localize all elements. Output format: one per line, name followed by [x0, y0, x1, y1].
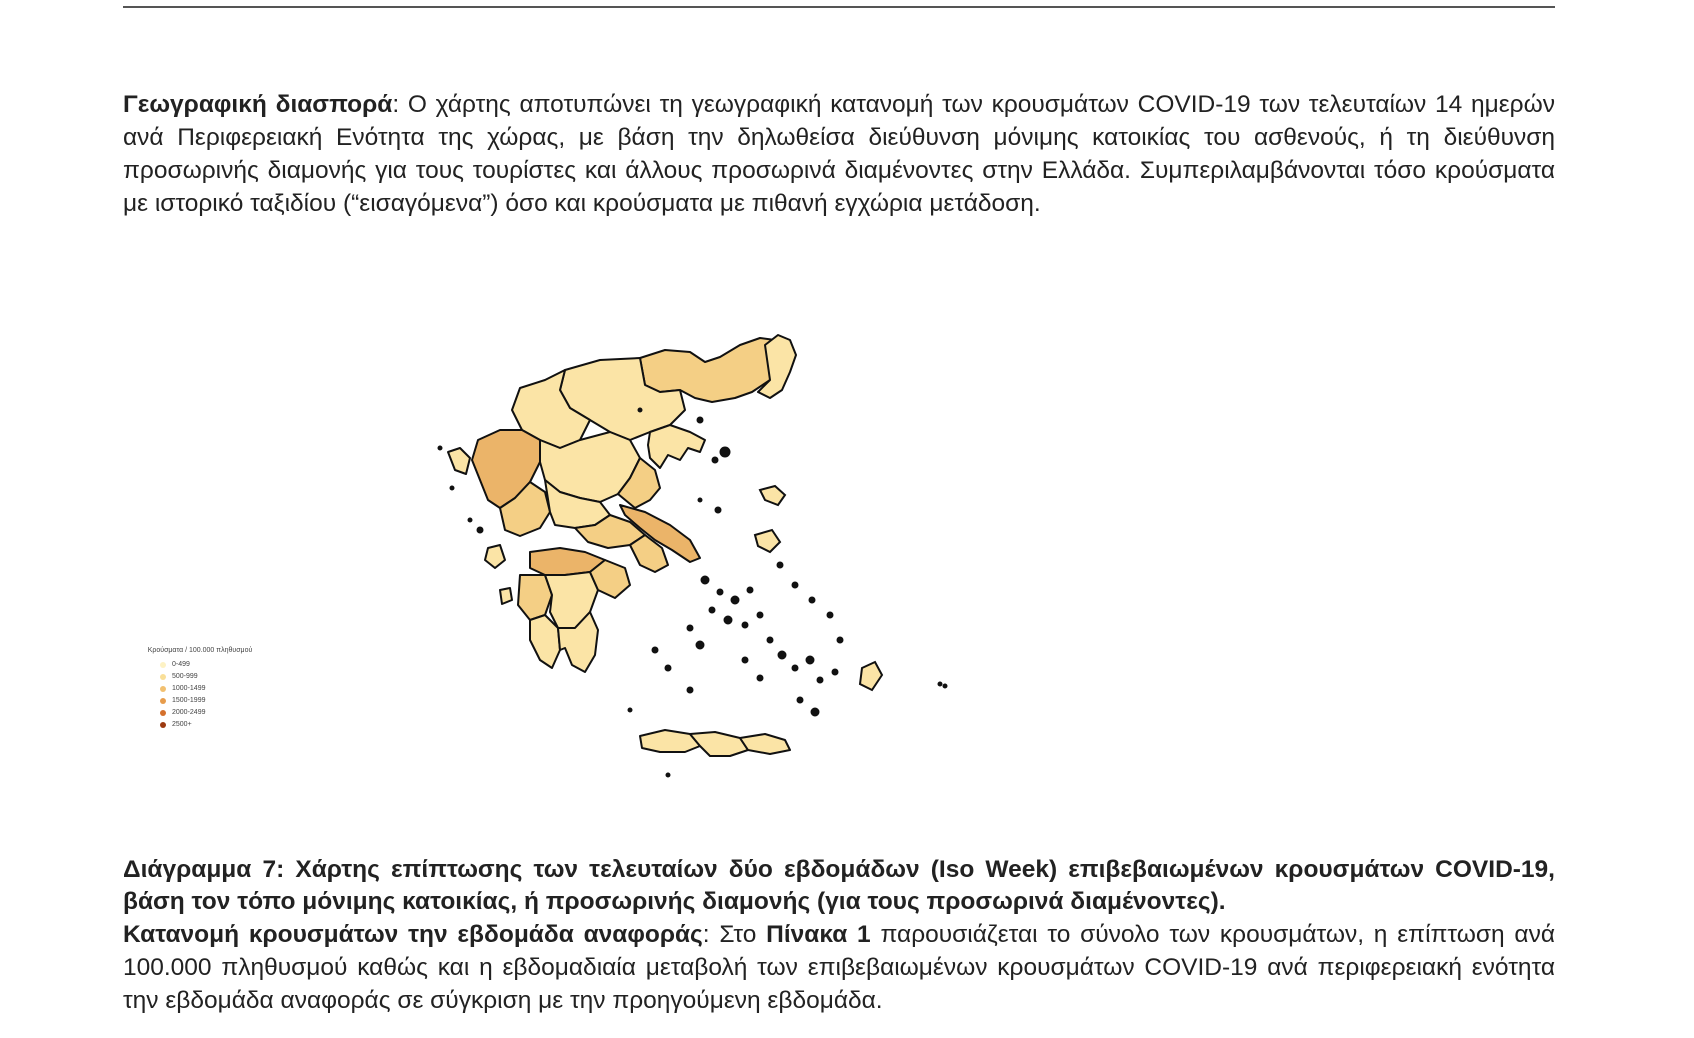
weekly-distribution-connector: : Στο [702, 921, 767, 948]
legend-item [140, 707, 260, 719]
region-argolida [590, 560, 630, 598]
region-messinia [530, 615, 560, 668]
top-rule [123, 6, 1555, 8]
map-legend [140, 646, 260, 731]
region-chalkidiki [648, 425, 705, 468]
region-magnesia [618, 458, 660, 508]
weekly-distribution-heading: Κατανομή κρουσμάτων την εβδομάδα αναφοράς [123, 921, 703, 948]
geographic-spread-heading: Γεωγραφική διασπορά [123, 91, 393, 118]
legend-item [140, 659, 260, 671]
region-laconia [558, 612, 598, 672]
legend-label: 2500+ [172, 721, 192, 728]
legend-label: 1500-1999 [172, 697, 206, 704]
figure-caption: Διάγραμμα 7: Χάρτης επίπτωσης των τελευταίων δύο εβδομάδων (Iso Week) επιβεβαιωμένων κρουσμάτων COVID-19, βάση τον τόπο μόνιμης κατοικίας, ή προσωρινής διαμονής (για τους προσωρινά διαμένοντες). [123, 856, 1555, 915]
legend-label: 500-999 [172, 673, 198, 680]
legend-swatch [160, 674, 166, 680]
region-ilia [518, 575, 552, 620]
region-central-macedonia [560, 358, 685, 440]
legend-swatch [160, 722, 166, 728]
region-western-macedonia [512, 370, 590, 448]
legend-item [140, 719, 260, 731]
region-evia [620, 505, 700, 562]
table-reference: Πίνακα 1 [766, 921, 871, 948]
legend-item [140, 695, 260, 707]
geographic-spread-text: : Ο χάρτης αποτυπώνει τη γεωγραφική κατανομή των κρουσμάτων COVID-19 των τελευταίων 14 ημερών ανά Περιφερειακή Ενότητα της χώρας, με βάση την δηλωθείσα διεύθυνση μόνιμης κατοικίας του ασθενούς, ή τη διεύθυνση προσωρινής διαμονής για τους τουρίστες και άλλους προσωρινά διαμένοντες στην Ελλάδα. Συμπεριλαμβάνονται τόσο κρούσματα με ιστορικό ταξιδίου (“εισαγόμενα”) όσο και κρούσματα με πιθανή εγχώρια μετάδοση. [123, 91, 1555, 217]
legend-swatch [160, 698, 166, 704]
region-boeotia [575, 515, 645, 548]
legend-swatch [160, 710, 166, 716]
region-epirus [472, 430, 540, 508]
weekly-distribution-paragraph [123, 918, 1555, 1017]
geographic-spread-paragraph [123, 88, 1555, 220]
legend-label: 1000-1499 [172, 685, 206, 692]
region-zakynthos [500, 588, 512, 604]
region-east-macedonia-thrace [640, 338, 790, 402]
legend-item [140, 683, 260, 695]
weekly-distribution-text: παρουσιάζεται το σύνολο των κρουσμάτων, η επίπτωση ανά 100.000 πληθυσμού καθώς και η εβδομαδιαία μεταβολή των επιβεβαιωμένων κρουσμάτων COVID-19 ανά περιφερειακή ενότητα την εβδομάδα αναφοράς σε σύγκριση με την προηγούμενη εβδομάδα. [123, 921, 1556, 1014]
legend-label: 2000-2499 [172, 709, 206, 716]
region-achaia [530, 548, 605, 575]
region-attica [630, 535, 668, 572]
region-thessaly [540, 432, 640, 502]
region-fthiotida [545, 480, 610, 528]
legend-item [140, 671, 260, 683]
region-arcadia [545, 572, 598, 628]
legend-title: Κρούσματα / 100.000 πληθυσμού [147, 647, 253, 654]
region-crete-east [740, 734, 790, 754]
legend-swatch [160, 686, 166, 692]
region-thrace-east [758, 335, 796, 398]
region-kefalonia [485, 545, 505, 568]
legend-items [140, 659, 260, 731]
region-corfu [448, 448, 470, 474]
region-crete-west [640, 730, 700, 752]
region-aetolia-acarnania [500, 482, 550, 536]
legend-label: 0-499 [172, 661, 190, 668]
legend-swatch [160, 662, 166, 668]
region-crete-central [690, 732, 748, 756]
